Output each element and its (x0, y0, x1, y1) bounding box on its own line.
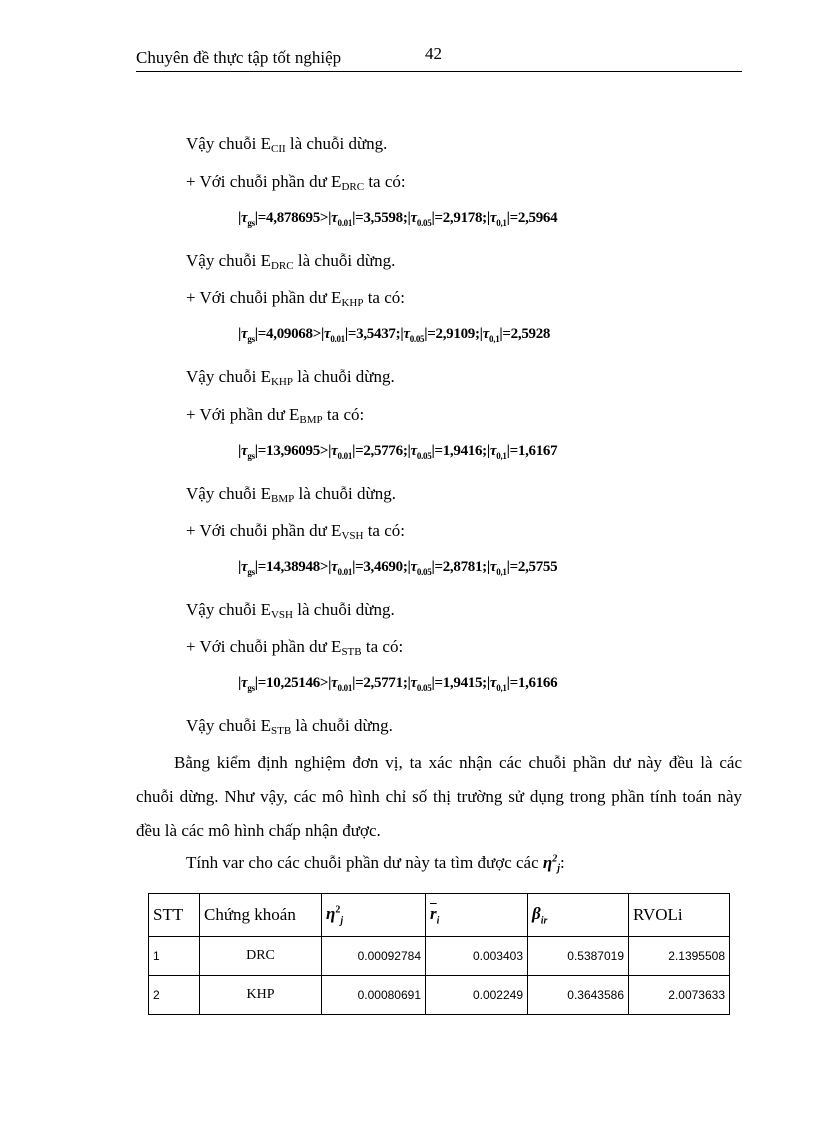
eta-squared-symbol: $\eta^2_j$ (542, 853, 561, 874)
cell-stt: 1 (149, 937, 200, 976)
var-intro: Tính var cho các chuỗi phần dư này ta tìm được các $\eta^2_j$: (186, 853, 565, 874)
conclusion-cii: Vậy chuỗi $E_{CII}$ là chuỗi dừng. (186, 134, 388, 155)
table-header-row (149, 894, 730, 937)
summary-paragraph: Bằng kiểm định nghiệm đơn vị, ta xác nhận các chuỗi phần dư này đều là các chuỗi dừng. Như vậy, các mô hình chỉ số thị trường sử dụng trong phần tính toán này đều là các mô hình chấp nhận được. (136, 753, 742, 840)
header-rule (136, 71, 742, 72)
header-title: Chuyên đề thực tập tốt nghiệp (136, 48, 342, 67)
results-table (148, 893, 730, 1015)
page-number: 42 (425, 44, 442, 63)
header-rvol: RVOLi (629, 894, 730, 937)
formula-vsh: $|\tau_{gs}|=14,38948>|\tau_{0.01}|=3,4690;|\tau_{0.05}|=2,8781;|\tau_{0,1}|=2,5755$ (238, 559, 558, 577)
intro-drc: + Với chuỗi phần dư $E_{DRC}$ ta có: (186, 172, 406, 193)
header-beta: $\beta_{ir}$ (528, 894, 629, 937)
intro-stb: + Với chuỗi phần dư $E_{STB}$ ta có: (186, 637, 404, 658)
conclusion-drc: Vậy chuỗi $E_{DRC}$ là chuỗi dừng. (186, 251, 396, 272)
cell-stt: 2 (149, 976, 200, 1015)
header-chung-khoan: Chứng khoán (200, 894, 322, 937)
header-eta: $\eta^2_j$ (322, 894, 426, 937)
intro-khp: + Với chuỗi phần dư $E_{KHP}$ ta có: (186, 288, 405, 309)
cell-rvol: 2.1395508 (629, 937, 730, 976)
conclusion-bmp: Vậy chuỗi $E_{BMP}$ là chuỗi dừng. (186, 484, 396, 505)
header-stt: STT (149, 894, 200, 937)
formula-drc: $|\tau_{gs}|=4,878695>|\tau_{0.01}|=3,5598;|\tau_{0.05}|=2,9178;|\tau_{0,1}|=2,5964$ (238, 210, 558, 228)
cell-rvol: 2.0073633 (629, 976, 730, 1015)
intro-vsh: + Với chuỗi phần dư $E_{VSH}$ ta có: (186, 521, 405, 542)
cell-r: 0.003403 (426, 937, 528, 976)
conclusion-khp: Vậy chuỗi $E_{KHP}$ là chuỗi dừng. (186, 367, 395, 388)
intro-bmp: + Với phần dư $E_{BMP}$ ta có: (186, 405, 365, 426)
cell-chung-khoan: KHP (200, 976, 322, 1015)
cell-r: 0.002249 (426, 976, 528, 1015)
cell-eta2: 0.00092784 (322, 937, 426, 976)
formula-bmp: $|\tau_{gs}|=13,96095>|\tau_{0.01}|=2,5776;|\tau_{0.05}|=1,9416;|\tau_{0,1}|=1,6167$ (238, 443, 558, 461)
header-r: $\overline{r}_i$ (426, 894, 528, 937)
table-row (149, 976, 730, 1015)
cell-beta: 0.5387019 (528, 937, 629, 976)
formula-khp: $|\tau_{gs}|=4,09068>|\tau_{0.01}|=3,5437;|\tau_{0.05}|=2,9109;|\tau_{0,1}|=2,5928$ (238, 326, 551, 344)
cell-eta2: 0.00080691 (322, 976, 426, 1015)
table-row (149, 937, 730, 976)
conclusion-stb: Vậy chuỗi $E_{STB}$ là chuỗi dừng. (186, 716, 393, 737)
formula-stb: $|\tau_{gs}|=10,25146>|\tau_{0.01}|=2,5771;|\tau_{0.05}|=1,9415;|\tau_{0,1}|=1,6166$ (238, 675, 558, 693)
cell-beta: 0.3643586 (528, 976, 629, 1015)
conclusion-vsh: Vậy chuỗi $E_{VSH}$ là chuỗi dừng. (186, 600, 395, 621)
cell-chung-khoan: DRC (200, 937, 322, 976)
